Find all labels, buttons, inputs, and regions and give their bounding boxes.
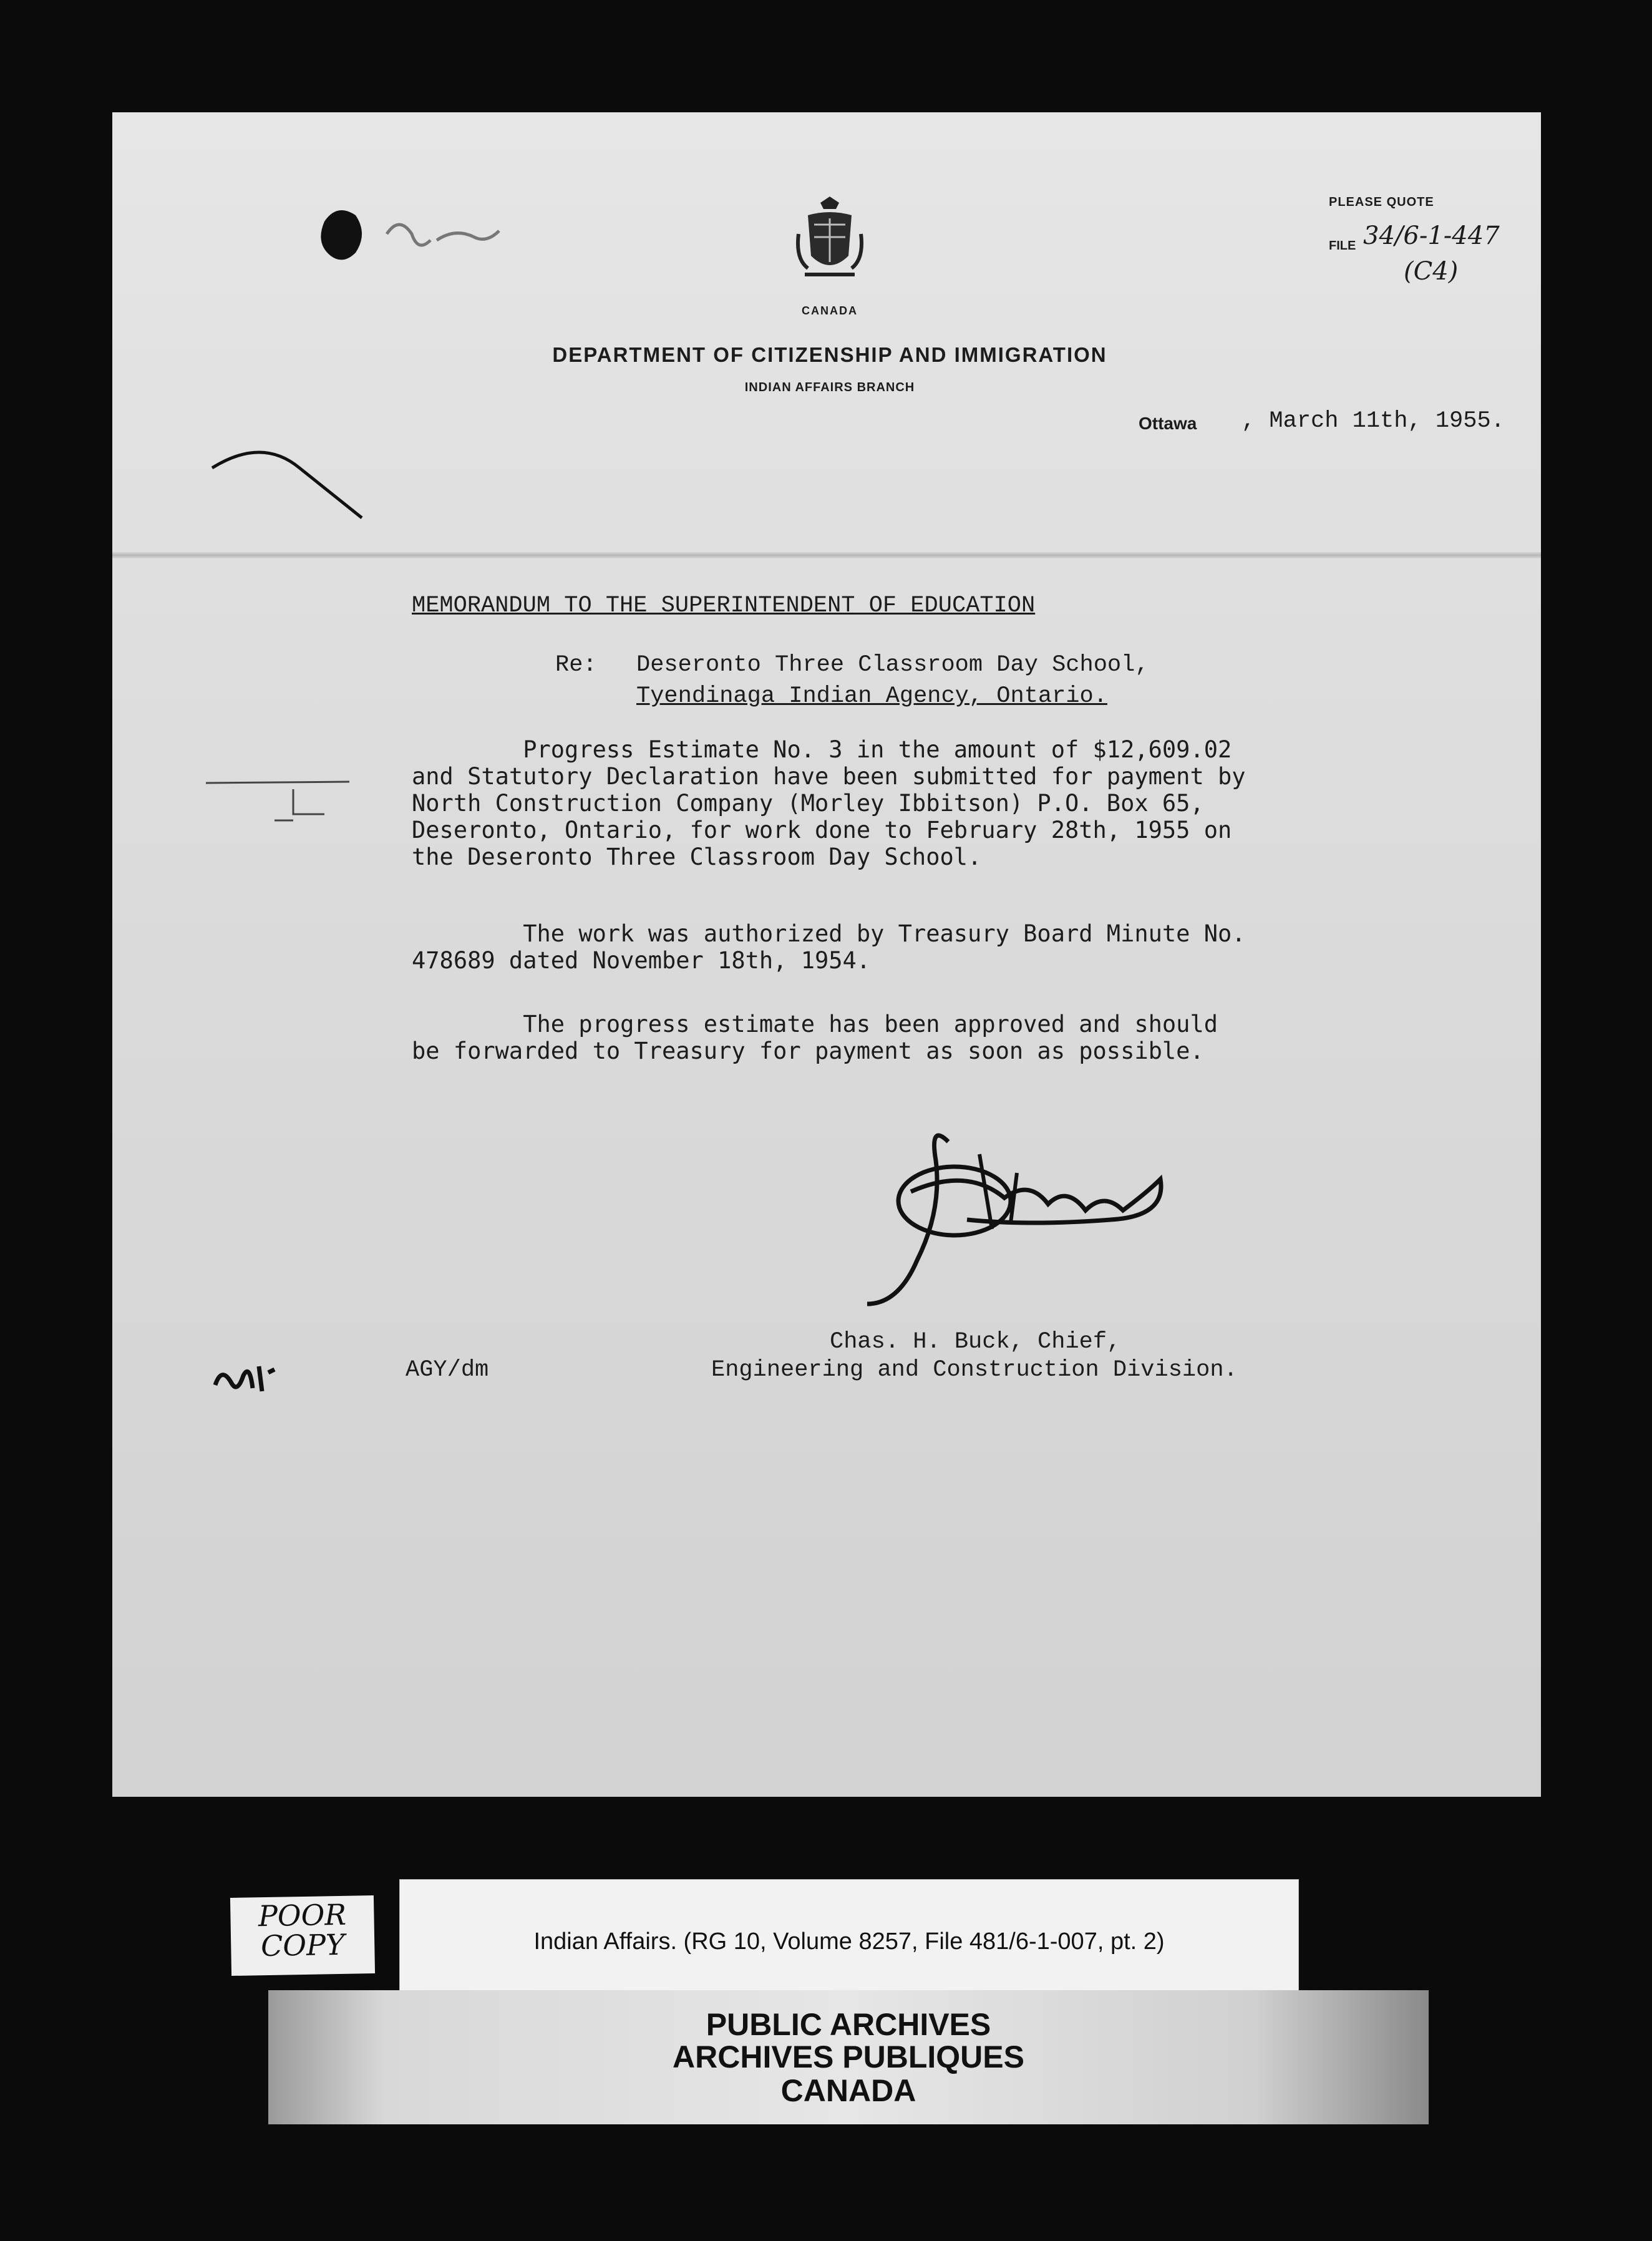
stamp-line-1: PUBLIC ARCHIVES (706, 2007, 991, 2042)
archive-reference-card (399, 1879, 1299, 1999)
faint-watermark (381, 1135, 435, 1258)
body-paragraph-1: Progress Estimate No. 3 in the amount of $12,609.02 and Statutory Declaration have been submitted for payment by North Construction Company (Morley Ibbitson) P.O. Box 65, Deseronto, Ontario, for work done to February 28th, 1955 on the Deseronto Three Classroom Day School. (412, 736, 1246, 870)
public-archives-stamp (268, 1990, 1429, 2124)
margin-pencil-marks (200, 770, 356, 827)
body-paragraph-2: The work was authorized by Treasury Board Minute No. 478689 dated November 18th, 1954. (412, 920, 1246, 974)
memo-title: MEMORANDUM TO THE SUPERINTENDENT OF EDUCATION (412, 593, 1036, 619)
poor-copy-card (230, 1895, 375, 1976)
handwritten-initials-mark (209, 1354, 284, 1404)
body-paragraph-3: The progress estimate has been approved and should be forwarded to Treasury for payment as soon as possible. (412, 1011, 1218, 1064)
signer-name: Chas. H. Buck, Chief, (830, 1329, 1121, 1355)
pen-stroke-mark (206, 443, 368, 524)
page-fold (112, 552, 1541, 558)
re-subject-line-2: Tyendinaga Indian Agency, Ontario. (636, 683, 1107, 709)
re-subject-line-1: Deseronto Three Classroom Day School, (636, 652, 1149, 678)
branch-heading: INDIAN AFFAIRS BRANCH (744, 381, 915, 394)
signer-division: Engineering and Construction Division. (711, 1357, 1238, 1383)
typist-initials: AGY/dm (406, 1357, 489, 1383)
re-label: Re: (555, 652, 597, 678)
please-quote-label: PLEASE QUOTE (1329, 195, 1434, 209)
file-sub-number: (C4) (1404, 257, 1459, 286)
canada-label: CANADA (802, 304, 858, 317)
archive-reference-text: Indian Affairs. (RG 10, Volume 8257, File 481/6-1-007, pt. 2) (533, 1928, 1165, 1955)
memo-page (112, 112, 1541, 1797)
stamp-line-2: ARCHIVES PUBLIQUES (673, 2039, 1024, 2074)
stamp-line-3: CANADA (780, 2073, 916, 2108)
dateline-date: , March 11th, 1955. (1241, 408, 1505, 434)
poor-copy-line-1: POOR (258, 1897, 347, 1933)
file-number: 34/6-1-447 (1363, 221, 1500, 250)
file-label: FILE (1329, 239, 1356, 253)
ink-blot-stamp (312, 197, 561, 284)
poor-copy-line-2: COPY (260, 1927, 345, 1963)
department-heading: DEPARTMENT OF CITIZENSHIP AND IMMIGRATION (552, 343, 1107, 366)
coat-of-arms-icon (795, 197, 864, 284)
dateline-place: Ottawa (1139, 414, 1197, 433)
handwritten-signature (842, 1117, 1167, 1323)
